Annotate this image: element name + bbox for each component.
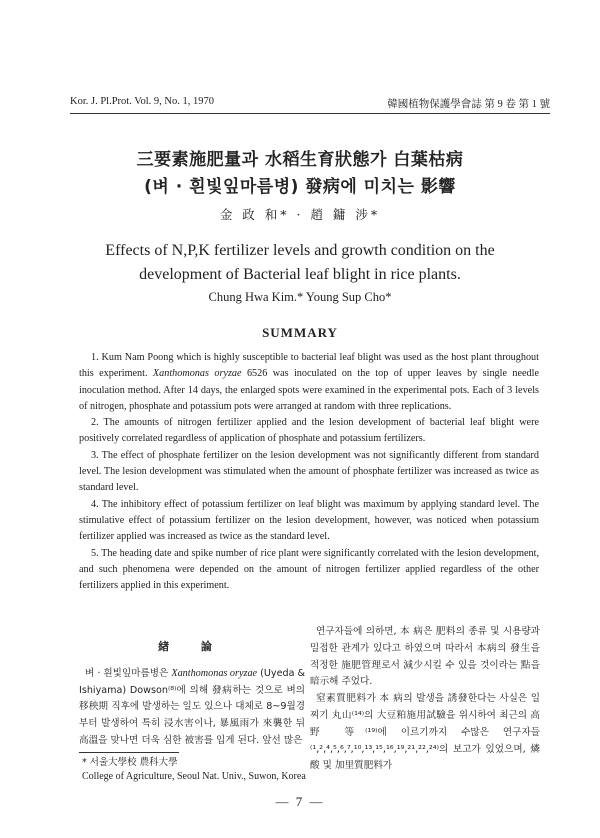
summary-paragraph-4: 4. The inhibitory effect of potassium fertilizer on leaf blight was maximum by applying standard level. The stimulative effect of potassium fertilizer on the lesion development, however, was noticed when potassium fertilizer applied was increased as twice as the standard level. <box>79 498 539 543</box>
intro-species-name: Xanthomonas oryzae <box>171 667 258 679</box>
summary-p1-a: 1. Kum Nam Poong which is highly susceptible to bacterial leaf blight was used as the host plant throughout this experiment. <box>79 352 539 380</box>
intro-left-paragraph <box>79 666 305 750</box>
summary-paragraph-2: 2. The amounts of nitrogen fertilizer applied and the lesion development of bacterial leaf blight were positively correlated regardless of application of phosphate and potassium fertilizers. <box>79 417 539 445</box>
summary-body <box>79 350 539 594</box>
intro-right-paragraph-1: 연구자들에 의하면, 本 病은 肥料의 종류 및 시용량과 밀접한 관계가 있다고 하였으며 따라서 本病의 發生을 적정한 施肥管理로서 減少시킬 수 있을 것이라는 點을 暗示해 주었다. <box>310 626 540 688</box>
title-en-line2: development of Bacterial leaf blight in rice plants. <box>139 266 461 283</box>
affiliation-footnote <box>82 756 306 784</box>
title-ko-line1: 三要素施肥量과 水稻生育狀態가 白葉枯病 <box>136 150 464 170</box>
intro-right-paragraph-2: 窒素質肥料가 本 病의 발생을 誘發한다는 사실은 일찌기 丸山⁽¹⁴⁾의 大豆粕施用試驗을 위시하여 최근의 高野 等⁽¹⁹⁾에 이르기까지 수많은 연구자들⁽¹,²,⁴,⁵,⁶,⁷,¹⁰,¹³,¹⁵,¹⁶,¹⁹,²¹,²²,²⁴⁾의 보고가 있었으며, 燐酸 및 加里質肥料가 <box>310 693 540 772</box>
intro-left-b: (Uyeda & Ishiyama) Dowson⁽⁸⁾에 의해 發病하는 것으로 벼의 移秧期 직후에 발생하는 일도 있으나 대체로 8~9월경부터 발생하여 특히 浸水害이나, 暴風雨가 來襲한 뒤 高溫을 맞나면 더욱 심한 被害를 입게 된다. 앞선 많은 <box>79 667 305 746</box>
header-rule <box>70 113 550 114</box>
summary-heading: SUMMARY <box>262 325 338 340</box>
species-name: Xanthomonas oryzae <box>152 368 242 380</box>
intro-left-a: 벼 · 흰빛잎마름병은 <box>85 667 172 679</box>
journal-citation-ko: 韓國植物保護學會誌 第 9 卷 第 1 號 <box>387 99 550 110</box>
running-header <box>70 96 550 112</box>
summary-paragraph-3: 3. The effect of phosphate fertilizer on the lesion development was not significantly different from standard level. The lesion development was stimulated when the amount of phosphate fertilizer was increased as twice as standard level. <box>79 449 539 494</box>
journal-citation-en: Kor. J. Pl.Prot. Vol. 9, No. 1, 1970 <box>70 96 215 107</box>
authors-ko: 金 政 和* · 趙 鏞 涉* <box>219 207 381 222</box>
intro-right-column <box>310 624 540 775</box>
footnote-ko: * 서울大學校 農科大學 <box>82 757 178 768</box>
summary-p1-b: 6526 was inoculated on the top of upper leaves by single needle inoculation method. After 14 days, the enlarged spots were examined in the experimental pots. Each of 3 levels of nitrogen, phosphate and potassium pots were arranged at random with three replications. <box>79 368 539 412</box>
intro-heading: 緖 論 <box>158 640 226 653</box>
authors-en: Chung Hwa Kim.* Young Sup Cho* <box>208 290 392 304</box>
title-ko-line2: (벼 · 흰빛잎마름병) 發病에 미치는 影響 <box>144 177 456 197</box>
title-en-line1: Effects of N,P,K fertilizer levels and growth condition on the <box>105 242 495 259</box>
footnote-rule <box>79 752 179 753</box>
footnote-en: College of Agriculture, Seoul Nat. Univ., Suwon, Korea <box>82 771 306 782</box>
summary-paragraph-5: 5. The heading date and spike number of rice plant were significantly correlated with the lesion development, and such phenomena were depended on the amount of nitrogen fertilizer applied regardless of the other fertilizers applied in this experiment. <box>79 547 539 592</box>
intro-left-column <box>79 640 305 750</box>
summary-paragraph-1 <box>79 350 539 415</box>
page-number: — 7 — <box>275 794 325 809</box>
